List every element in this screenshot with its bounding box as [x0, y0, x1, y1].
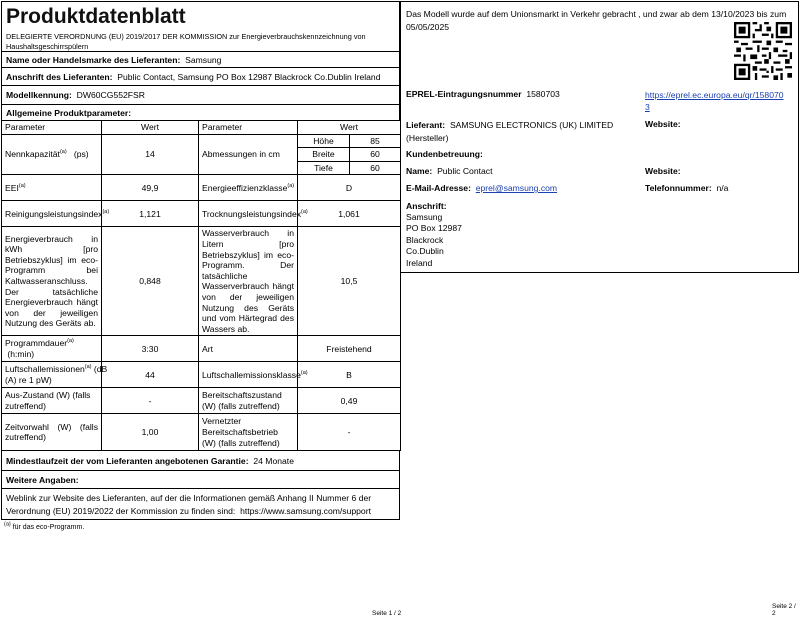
weblink-text: Weblink zur Website des Lieferanten, auf der die Informationen gemäß Anhang II Nummer 6 der Verordnung (EU) 2019/2022 der Kommission zu finden sind: [6, 493, 372, 516]
capacity-label: Nennkapazität [5, 149, 60, 160]
supplier-address-row [1, 67, 400, 85]
qr-code-icon[interactable] [733, 22, 793, 80]
energy-class-label: Energieeffizienzklasse [202, 182, 288, 193]
model-row [1, 85, 400, 104]
regulation-text: DELEGIERTE VERORDNUNG (EU) 2019/2017 DER KOMMISSION zur Energieverbrauchskennzeichnung von Haushaltsgeschirrspülern [6, 32, 366, 51]
table-row [2, 134, 401, 148]
contact-name-label: Name: [406, 166, 433, 176]
energy-consumption-label: Energieverbrauch in kWh [pro Betriebszyklus] im eco-Programm bei Kaltwasseranschluss. Der tatsächliche Energieverbrauch hängt von der jeweiligen Nutzung des Geräts ab. [2, 227, 102, 336]
eprel-row [406, 89, 560, 100]
parameters-table [1, 120, 401, 451]
col-header-parameter-2: Parameter [199, 121, 298, 135]
table-row [2, 201, 401, 227]
email-link[interactable]: eprel@samsung.com [475, 183, 558, 193]
supplier-website-label: Website: [645, 119, 681, 129]
eprel-label: EPREL-Eintragungsnummer [406, 89, 522, 99]
supplier-name-value: Samsung [185, 54, 222, 65]
height-value: 85 [350, 134, 401, 148]
noise-value: 44 [102, 362, 199, 388]
address-line: Ireland [406, 257, 433, 268]
noise-label: Luftschallemissionen [5, 364, 85, 375]
energy-class-value: D [298, 175, 401, 201]
supplier-name-row [1, 51, 400, 67]
drying-value: 1,061 [298, 201, 401, 227]
delay-start-label: Zeitvorwahl (W) (falls zutreffend) [2, 414, 102, 451]
supplier-label: Lieferant: [406, 120, 446, 130]
duration-value: 3:30 [102, 336, 199, 362]
sheet-header [1, 1, 400, 51]
water-consumption-value: 10,5 [298, 227, 401, 336]
col-header-value-2: Wert [298, 121, 401, 135]
col-header-value: Wert [102, 121, 199, 135]
model-label: Modellkennung: [6, 90, 72, 100]
supplier-name-label: Name oder Handelsmarke des Lieferanten: [6, 54, 181, 65]
type-value: Freistehend [298, 336, 401, 362]
width-value: 60 [350, 148, 401, 162]
duration-label-cell: Programmdauer$^{(a)}$ (h:min) [2, 336, 102, 362]
duration-unit: (h:min) [7, 348, 35, 359]
guarantee-label: Mindestlaufzeit der vom Lieferanten angebotenen Garantie: [6, 455, 249, 466]
duration-label: Programmdauer [5, 338, 68, 349]
address-block [406, 212, 462, 269]
supplier-value: SAMSUNG ELECTRONICS (UK) LIMITED (Hersteller) [406, 120, 614, 143]
general-params-label: Allgemeine Produktparameter: [6, 107, 132, 118]
phone-value: n/a [716, 183, 729, 193]
standby-label: Bereitschaftszustand (W) (falls zutreffend) [199, 388, 298, 414]
footnote-mark: (a) [4, 521, 11, 528]
table-header-row [2, 121, 401, 135]
address-label: Anschrift: [406, 201, 447, 211]
noise-unit: (dB (A) re 1 pW) [5, 364, 108, 385]
eei-label: EEI [5, 182, 19, 193]
off-mode-label: Aus-Zustand (W) (falls zutreffend) [2, 388, 102, 414]
phone-label: Telefonnummer: [645, 183, 712, 193]
guarantee-value: 24 Monate [253, 455, 294, 466]
drying-label-cell: Trocknungsleistungsindex$^{(a)}$ [199, 201, 298, 227]
address-line: Blackrock [406, 234, 444, 245]
network-standby-value: - [298, 414, 401, 451]
off-mode-value: - [102, 388, 199, 414]
page-2 [400, 1, 799, 273]
cleaning-label-cell: Reinigungsleistungsindex$^{(a)}$ [2, 201, 102, 227]
table-row [2, 227, 401, 336]
table-row [2, 175, 401, 201]
weblink-url[interactable]: https://www.samsung.com/support [240, 505, 371, 516]
supplier-row [406, 119, 638, 144]
col-header-parameter: Parameter [2, 121, 102, 135]
guarantee-row [1, 451, 400, 470]
email-label: E-Mail-Adresse: [406, 183, 471, 193]
table-row [2, 362, 401, 388]
water-consumption-label: Wasserverbrauch in Litern [pro Betriebszyklus] im eco-Programm. Der tatsächliche Wasserverbrauch hängt von der jeweiligen Nutzung des Geräts und vom Härtegrad des Wassers ab. [199, 227, 298, 336]
eei-label-cell: EEI$^{(a)}$ [2, 175, 102, 201]
model-value: DW60CG552FSR [76, 90, 145, 100]
footnote [4, 521, 85, 531]
capacity-label-cell: Nennkapazität$^{(a)}$ (ps) [2, 134, 102, 175]
supplier-address-value: Public Contact, Samsung PO Box 12987 Blackrock Co.Dublin Ireland [117, 71, 381, 82]
page-title: Produktdatenblatt [6, 5, 186, 28]
capacity-value: 14 [102, 134, 199, 175]
general-params-row [1, 104, 400, 120]
weblink-row [1, 488, 400, 520]
page-number-2: Seite 2 / 2 [772, 603, 796, 617]
noise-class-label-cell: Luftschallemissionsklasse$^{(a)}$ [199, 362, 298, 388]
page-number-1: Seite 1 / 2 [372, 610, 402, 617]
eprel-link[interactable]: https://eprel.ec.europa.eu/qr/1580703 [645, 90, 784, 112]
support-website-label: Website: [645, 166, 681, 176]
more-info-row [1, 470, 400, 488]
table-row [2, 388, 401, 414]
supplier-address-label: Anschrift des Lieferanten: [6, 71, 113, 82]
table-row [2, 414, 401, 451]
network-standby-label: Vernetzter Bereitschaftsbetrieb (W) (falls zutreffend) [199, 414, 298, 451]
table-row [2, 336, 401, 362]
footnote-text: für das eco-Programm. [12, 524, 85, 531]
delay-start-value: 1,00 [102, 414, 199, 451]
eei-value: 49,9 [102, 175, 199, 201]
eprel-value: 1580703 [526, 89, 560, 99]
energy-consumption-value: 0,848 [102, 227, 199, 336]
address-line: Co.Dublin [406, 246, 444, 257]
noise-class-label: Luftschallemissionsklasse [202, 369, 301, 380]
email-row [406, 183, 557, 194]
contact-name-value: Public Contact [437, 166, 493, 176]
cleaning-value: 1,121 [102, 201, 199, 227]
height-label: Höhe [298, 134, 350, 148]
address-line: Samsung [406, 212, 443, 222]
cleaning-label: Reinigungsleistungsindex [5, 208, 103, 219]
depth-value: 60 [350, 161, 401, 175]
width-label: Breite [298, 148, 350, 162]
noise-class-value: B [298, 362, 401, 388]
noise-label-cell: Luftschallemissionen$^{(a)}$ (dB (A) re 1 pW) [2, 362, 102, 388]
phone-row [645, 183, 728, 194]
contact-name-row [406, 166, 492, 177]
customer-support-label: Kundenbetreuung: [406, 149, 483, 159]
page-1 [1, 1, 400, 521]
standby-value: 0,49 [298, 388, 401, 414]
market-text: Das Modell wurde auf dem Unionsmarkt in Verkehr gebracht , und zwar ab dem 13/10/2023 bis zum 05/05/2025 [406, 9, 787, 32]
address-line: PO Box 12987 [406, 223, 462, 234]
type-label: Art [199, 336, 298, 362]
depth-label: Tiefe [298, 161, 350, 175]
drying-label: Trocknungsleistungsindex [202, 208, 302, 219]
energy-class-label-cell: Energieeffizienzklasse$^{(a)}$ [199, 175, 298, 201]
capacity-unit: (ps) [73, 149, 89, 160]
more-info-label: Weitere Angaben: [6, 474, 79, 485]
dimensions-label: Abmessungen in cm [199, 134, 298, 175]
